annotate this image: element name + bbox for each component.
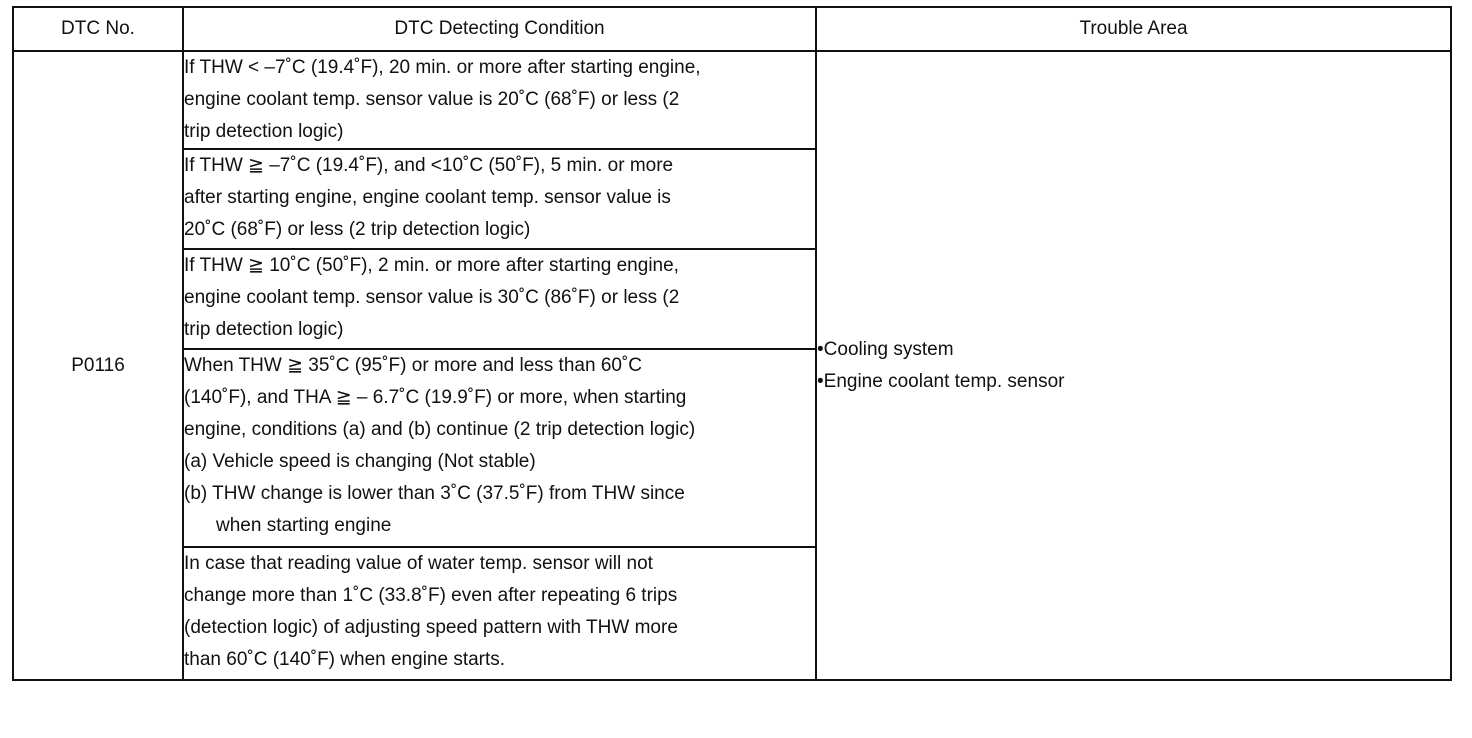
condition-cell-1 xyxy=(183,51,816,149)
condition-line: If THW ≧ –7˚C (19.4˚F), and <10˚C (50˚F), 5 min. or more xyxy=(184,155,674,176)
condition-line: trip detection logic) xyxy=(184,319,344,340)
trouble-area-item: •Cooling system xyxy=(817,338,954,360)
condition-line: 20˚C (68˚F) or less (2 trip detection logic) xyxy=(184,219,531,240)
condition-line: change more than 1˚C (33.8˚F) even after repeating 6 trips xyxy=(184,585,678,606)
header-row xyxy=(13,7,1451,51)
condition-line: after starting engine, engine coolant temp. sensor value is xyxy=(184,187,671,208)
condition-line: If THW < –7˚C (19.4˚F), 20 min. or more after starting engine, xyxy=(184,57,701,78)
header-dtc-no: DTC No. xyxy=(13,7,183,51)
table-row xyxy=(13,51,1451,149)
condition-line: (140˚F), and THA ≧ – 6.7˚C (19.9˚F) or more, when starting xyxy=(184,387,687,408)
dtc-table xyxy=(12,6,1452,681)
dtc-code: P0116 xyxy=(13,51,183,680)
condition-line: engine coolant temp. sensor value is 30˚C (86˚F) or less (2 xyxy=(184,287,680,308)
condition-line: In case that reading value of water temp. sensor will not xyxy=(184,553,653,574)
header-detecting-condition: DTC Detecting Condition xyxy=(183,7,816,51)
condition-line: When THW ≧ 35˚C (95˚F) or more and less than 60˚C xyxy=(184,355,642,376)
condition-line: (a) Vehicle speed is changing (Not stable) xyxy=(184,451,536,472)
trouble-area-item: •Engine coolant temp. sensor xyxy=(817,370,1065,392)
condition-line: (detection logic) of adjusting speed pattern with THW more xyxy=(184,617,678,638)
header-trouble-area: Trouble Area xyxy=(816,7,1451,51)
condition-cell-4 xyxy=(183,349,816,547)
condition-cell-2 xyxy=(183,149,816,249)
condition-cell-5 xyxy=(183,547,816,680)
condition-line: than 60˚C (140˚F) when engine starts. xyxy=(184,649,506,670)
trouble-area-cell xyxy=(816,51,1451,680)
condition-line: engine, conditions (a) and (b) continue (2 trip detection logic) xyxy=(184,419,696,440)
condition-line: trip detection logic) xyxy=(184,121,344,142)
condition-line: If THW ≧ 10˚C (50˚F), 2 min. or more after starting engine, xyxy=(184,255,679,276)
condition-cell-3 xyxy=(183,249,816,349)
condition-line: engine coolant temp. sensor value is 20˚C (68˚F) or less (2 xyxy=(184,89,680,110)
condition-line: (b) THW change is lower than 3˚C (37.5˚F) from THW since xyxy=(184,483,685,504)
condition-line: when starting engine xyxy=(216,515,392,536)
